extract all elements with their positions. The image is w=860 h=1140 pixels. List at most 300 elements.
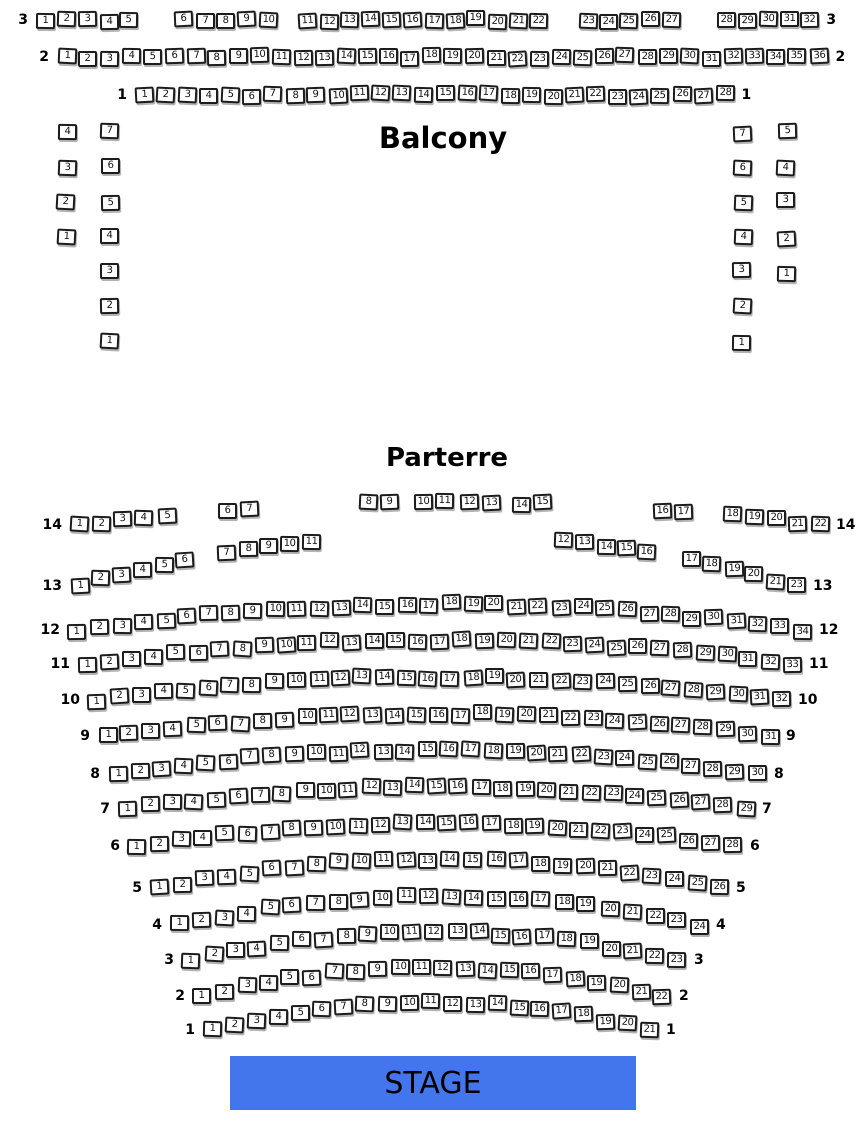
seat[interactable]: 7	[230, 715, 250, 732]
seat[interactable]: 28	[693, 719, 713, 736]
seat[interactable]: 21	[529, 672, 548, 688]
seat[interactable]: 24	[665, 871, 684, 887]
seat[interactable]: 17	[543, 967, 562, 983]
seat[interactable]: 9	[296, 782, 315, 798]
seat[interactable]: 21	[598, 860, 617, 876]
seat[interactable]: 28	[713, 797, 733, 814]
seat[interactable]: 6	[732, 159, 752, 176]
seat[interactable]: 17	[478, 85, 498, 102]
seat[interactable]: 6	[208, 715, 228, 732]
seat[interactable]: 23	[612, 822, 632, 839]
seat[interactable]: 9	[306, 87, 325, 104]
seat[interactable]: 22	[507, 50, 527, 67]
seat[interactable]: 2	[192, 912, 211, 929]
seat[interactable]: 23	[667, 952, 686, 968]
seat[interactable]: 24	[615, 750, 634, 766]
seat[interactable]: 9	[255, 636, 275, 653]
seat[interactable]: 12	[361, 778, 381, 795]
seat[interactable]: 2	[56, 193, 76, 210]
seat[interactable]: 22	[528, 598, 548, 615]
seat[interactable]: 11	[329, 746, 349, 763]
seat[interactable]: 10	[326, 818, 346, 835]
seat[interactable]: 4	[237, 905, 256, 921]
seat[interactable]: 17	[535, 928, 555, 945]
seat[interactable]: 18	[504, 817, 523, 833]
seat[interactable]: 7	[196, 13, 215, 29]
seat[interactable]: 8	[359, 494, 379, 511]
seat[interactable]: 5	[280, 969, 299, 985]
seat[interactable]: 30	[679, 48, 699, 65]
seat[interactable]: 15	[490, 928, 510, 945]
seat[interactable]: 8	[346, 964, 365, 981]
seat[interactable]: 18	[555, 894, 574, 910]
seat[interactable]: 28	[723, 837, 742, 853]
seat[interactable]: 21	[787, 516, 807, 533]
seat[interactable]: 15	[499, 962, 518, 979]
seat[interactable]: 11	[397, 887, 416, 903]
seat[interactable]: 1	[67, 623, 86, 639]
seat[interactable]: 19	[475, 633, 494, 650]
seat[interactable]: 3	[112, 567, 132, 584]
seat[interactable]: 2	[92, 516, 111, 533]
seat[interactable]: 14	[385, 708, 405, 725]
seat[interactable]: 25	[687, 874, 707, 891]
seat[interactable]: 1	[192, 988, 211, 1004]
seat[interactable]: 4	[57, 123, 76, 139]
seat[interactable]: 27	[660, 679, 680, 696]
seat[interactable]: 20	[536, 782, 556, 799]
seat[interactable]: 22	[585, 85, 604, 102]
seat[interactable]: 27	[639, 606, 658, 622]
seat[interactable]: 11	[412, 959, 431, 975]
seat[interactable]: 23	[604, 785, 624, 802]
seat[interactable]: 21	[569, 822, 588, 838]
seat[interactable]: 15	[381, 12, 401, 29]
seat[interactable]: 16	[439, 740, 459, 757]
seat[interactable]: 8	[262, 746, 282, 763]
seat[interactable]: 5	[119, 12, 138, 28]
seat[interactable]: 10	[400, 995, 419, 1011]
seat[interactable]: 23	[584, 710, 603, 726]
seat[interactable]: 23	[552, 599, 572, 616]
seat[interactable]: 2	[57, 10, 77, 27]
seat[interactable]: 9	[275, 711, 295, 728]
seat[interactable]: 5	[261, 898, 281, 915]
seat[interactable]: 7	[733, 125, 753, 142]
seat[interactable]: 19	[443, 48, 462, 64]
seat[interactable]: 28	[716, 85, 735, 101]
seat[interactable]: 22	[811, 516, 830, 532]
seat[interactable]: 15	[487, 891, 506, 907]
seat[interactable]: 13	[352, 668, 372, 685]
seat[interactable]: 27	[662, 11, 681, 28]
seat[interactable]: 25	[637, 753, 657, 770]
seat[interactable]: 24	[551, 48, 570, 64]
seat[interactable]: 14	[375, 668, 394, 685]
seat[interactable]: 18	[463, 670, 483, 687]
seat[interactable]: 2	[109, 687, 129, 704]
seat[interactable]: 14	[469, 923, 489, 940]
seat[interactable]: 14	[512, 496, 531, 512]
seat[interactable]: 10	[380, 924, 399, 940]
seat[interactable]: 21	[548, 745, 568, 762]
seat[interactable]: 7	[219, 676, 239, 693]
seat[interactable]: 14	[337, 48, 357, 65]
seat[interactable]: 17	[472, 779, 491, 795]
seat[interactable]: 17	[400, 51, 419, 67]
seat[interactable]: 3	[732, 262, 751, 278]
seat[interactable]: 20	[600, 901, 619, 918]
seat[interactable]: 7	[186, 48, 206, 65]
seat[interactable]: 18	[573, 1006, 593, 1023]
seat[interactable]: 20	[767, 510, 786, 526]
seat[interactable]: 21	[559, 784, 578, 800]
seat[interactable]: 2	[150, 836, 169, 852]
seat[interactable]: 20	[609, 977, 629, 994]
seat[interactable]: 25	[647, 790, 667, 807]
seat[interactable]: 16	[408, 633, 427, 650]
seat[interactable]: 26	[628, 638, 647, 654]
seat[interactable]: 14	[365, 633, 384, 649]
seat[interactable]: 25	[607, 639, 627, 656]
seat[interactable]: 1	[100, 333, 120, 350]
seat[interactable]: 8	[232, 640, 252, 657]
seat[interactable]: 26	[649, 716, 669, 733]
seat[interactable]: 1	[118, 801, 137, 817]
seat[interactable]: 3	[226, 942, 245, 958]
seat[interactable]: 13	[448, 923, 467, 939]
seat[interactable]: 34	[766, 49, 785, 65]
seat[interactable]: 12	[424, 924, 443, 940]
seat[interactable]: 15	[397, 670, 416, 687]
seat[interactable]: 6	[218, 754, 238, 771]
seat[interactable]: 32	[800, 11, 819, 27]
seat[interactable]: 8	[253, 713, 272, 729]
seat[interactable]: 20	[617, 1015, 637, 1032]
seat[interactable]: 10	[317, 783, 336, 799]
seat[interactable]: 13	[466, 996, 485, 1012]
seat[interactable]: 18	[702, 555, 722, 572]
seat[interactable]: 28	[672, 642, 692, 659]
seat[interactable]: 9	[378, 996, 397, 1013]
seat[interactable]: 5	[157, 507, 177, 524]
seat[interactable]: 5	[207, 791, 227, 808]
seat[interactable]: 31	[749, 688, 769, 705]
seat[interactable]: 13	[392, 85, 412, 102]
seat[interactable]: 3	[132, 687, 151, 703]
seat[interactable]: 26	[617, 601, 637, 618]
seat[interactable]: 13	[340, 12, 359, 29]
seat[interactable]: 26	[673, 86, 692, 102]
seat[interactable]: 5	[166, 644, 185, 660]
seat[interactable]: 5	[187, 717, 207, 734]
seat[interactable]: 26	[669, 792, 689, 809]
seat[interactable]: 7	[240, 748, 260, 765]
seat[interactable]: 1	[203, 1021, 222, 1038]
seat[interactable]: 19	[524, 818, 543, 835]
seat[interactable]: 4	[133, 562, 152, 578]
seat[interactable]: 24	[690, 919, 709, 935]
seat[interactable]: 1	[108, 766, 127, 782]
seat[interactable]: 17	[451, 707, 470, 724]
seat[interactable]: 15	[616, 540, 636, 557]
seat[interactable]: 31	[760, 729, 779, 745]
seat[interactable]: 7	[306, 894, 325, 910]
seat[interactable]: 4	[193, 830, 212, 846]
seat[interactable]: 24	[599, 14, 618, 30]
seat[interactable]: 19	[745, 508, 765, 525]
seat[interactable]: 26	[595, 48, 614, 64]
seat[interactable]: 26	[660, 753, 679, 770]
seat[interactable]: 8	[272, 785, 292, 802]
seat[interactable]: 9	[236, 11, 256, 28]
seat[interactable]: 21	[565, 87, 585, 104]
seat[interactable]: 8	[329, 894, 348, 910]
seat[interactable]: 1	[57, 48, 77, 65]
seat[interactable]: 18	[723, 506, 743, 523]
seat[interactable]: 22	[571, 745, 591, 762]
seat[interactable]: 32	[761, 654, 781, 671]
seat[interactable]: 21	[623, 943, 643, 960]
seat[interactable]: 10	[373, 890, 392, 906]
seat[interactable]: 8	[281, 820, 301, 837]
seat[interactable]: 9	[350, 892, 370, 909]
seat[interactable]: 3	[57, 159, 77, 176]
seat[interactable]: 16	[418, 670, 438, 687]
seat[interactable]: 1	[36, 13, 55, 29]
seat[interactable]: 22	[581, 785, 601, 802]
seat[interactable]: 21	[765, 573, 785, 590]
seat[interactable]: 2	[776, 230, 796, 247]
seat[interactable]: 1	[170, 915, 189, 931]
seat[interactable]: 10	[276, 636, 296, 653]
seat[interactable]: 14	[414, 87, 433, 103]
seat[interactable]: 35	[787, 48, 806, 64]
seat[interactable]: 8	[221, 605, 240, 622]
seat[interactable]: 25	[619, 13, 639, 30]
seat[interactable]: 23	[787, 577, 806, 593]
seat[interactable]: 7	[199, 604, 218, 620]
seat[interactable]: 10	[287, 672, 306, 688]
seat[interactable]: 27	[694, 87, 714, 104]
seat[interactable]: 6	[174, 10, 194, 27]
seat[interactable]: 8	[306, 856, 326, 873]
seat[interactable]: 4	[217, 869, 237, 886]
seat[interactable]: 6	[238, 826, 257, 843]
seat[interactable]: 9	[368, 961, 387, 977]
seat[interactable]: 24	[628, 88, 648, 105]
seat[interactable]: 3	[247, 1012, 267, 1029]
seat[interactable]: 6	[261, 860, 281, 877]
seat[interactable]: 10	[265, 601, 284, 617]
seat[interactable]: 12	[331, 670, 351, 687]
seat[interactable]: 19	[580, 933, 599, 949]
seat[interactable]: 5	[175, 682, 195, 699]
seat[interactable]: 31	[702, 51, 721, 67]
seat[interactable]: 28	[703, 761, 722, 777]
seat[interactable]: 20	[506, 671, 526, 688]
seat[interactable]: 15	[418, 741, 437, 757]
seat[interactable]: 3	[122, 651, 141, 667]
seat[interactable]: 1	[777, 266, 796, 282]
seat[interactable]: 24	[574, 598, 593, 614]
seat[interactable]: 6	[101, 158, 120, 174]
seat[interactable]: 23	[667, 912, 686, 928]
seat[interactable]: 20	[544, 89, 563, 105]
seat[interactable]: 3	[215, 909, 235, 926]
seat[interactable]: 12	[370, 85, 390, 102]
seat[interactable]: 4	[121, 48, 140, 64]
seat[interactable]: 36	[810, 47, 830, 64]
seat[interactable]: 5	[195, 754, 215, 771]
seat[interactable]: 29	[695, 645, 715, 662]
seat[interactable]: 11	[287, 601, 307, 618]
seat[interactable]: 10	[352, 852, 372, 869]
seat[interactable]: 10	[307, 744, 326, 760]
seat[interactable]: 12	[310, 600, 329, 617]
seat[interactable]: 24	[584, 637, 604, 654]
seat[interactable]: 8	[216, 13, 235, 29]
seat[interactable]: 14	[361, 11, 381, 28]
seat[interactable]: 3	[113, 618, 132, 634]
seat[interactable]: 31	[780, 11, 799, 27]
seat[interactable]: 15	[358, 48, 377, 64]
seat[interactable]: 9	[328, 853, 348, 870]
seat[interactable]: 12	[419, 888, 438, 904]
seat[interactable]: 21	[640, 1022, 660, 1039]
seat[interactable]: 13	[341, 634, 361, 651]
seat[interactable]: 9	[243, 603, 262, 619]
seat[interactable]: 17	[552, 1002, 572, 1019]
seat[interactable]: 10	[329, 88, 349, 105]
seat[interactable]: 20	[548, 820, 568, 837]
seat[interactable]: 21	[632, 984, 652, 1001]
seat[interactable]: 15	[463, 852, 482, 868]
seat[interactable]: 29	[682, 610, 701, 626]
seat[interactable]: 30	[728, 686, 748, 703]
seat[interactable]: 18	[531, 856, 550, 872]
seat[interactable]: 3	[177, 87, 197, 104]
seat[interactable]: 18	[446, 13, 466, 30]
seat[interactable]: 26	[640, 678, 659, 694]
seat[interactable]: 5	[101, 195, 120, 211]
seat[interactable]: 22	[645, 948, 664, 964]
seat[interactable]: 11	[298, 13, 318, 30]
seat[interactable]: 22	[541, 633, 561, 650]
seat[interactable]: 7	[210, 641, 230, 658]
seat[interactable]: 17	[440, 671, 459, 688]
seat[interactable]: 6	[199, 680, 219, 697]
seat[interactable]: 13	[481, 494, 501, 511]
seat[interactable]: 17	[461, 740, 481, 757]
seat[interactable]: 7	[263, 86, 283, 103]
seat[interactable]: 11	[297, 635, 316, 651]
seat[interactable]: 15	[436, 85, 455, 101]
seat[interactable]: 2	[78, 51, 97, 67]
seat[interactable]: 5	[240, 866, 260, 883]
seat[interactable]: 28	[661, 606, 680, 622]
seat[interactable]: 25	[617, 676, 636, 692]
seat[interactable]: 6	[175, 551, 195, 568]
seat[interactable]: 2	[90, 619, 109, 635]
seat[interactable]: 4	[247, 940, 267, 957]
seat[interactable]: 1	[56, 228, 76, 245]
seat[interactable]: 14	[440, 850, 460, 867]
seat[interactable]: 9	[380, 493, 400, 510]
seat[interactable]: 14	[416, 814, 435, 830]
seat[interactable]: 3	[141, 723, 160, 739]
seat[interactable]: 4	[199, 87, 218, 103]
seat[interactable]: 10	[250, 47, 269, 64]
seat[interactable]: 19	[576, 896, 595, 912]
seat[interactable]: 13	[418, 853, 437, 869]
seat[interactable]: 20	[744, 566, 763, 582]
seat[interactable]: 30	[759, 10, 779, 27]
seat[interactable]: 7	[251, 787, 270, 803]
seat[interactable]: 6	[189, 645, 208, 661]
seat[interactable]: 27	[650, 640, 670, 657]
seat[interactable]: 1	[732, 335, 751, 351]
seat[interactable]: 10	[280, 536, 299, 552]
seat[interactable]: 29	[716, 721, 735, 738]
seat[interactable]: 11	[302, 533, 321, 549]
seat[interactable]: 17	[419, 598, 438, 614]
seat[interactable]: 4	[776, 159, 796, 176]
seat[interactable]: 4	[163, 720, 183, 737]
seat[interactable]: 3	[113, 511, 132, 528]
seat[interactable]: 28	[717, 12, 736, 28]
seat[interactable]: 14	[464, 889, 483, 906]
seat[interactable]: 20	[488, 13, 508, 30]
seat[interactable]: 14	[404, 777, 424, 794]
seat[interactable]: 4	[154, 683, 173, 699]
seat[interactable]: 7	[240, 500, 260, 517]
seat[interactable]: 2	[732, 297, 752, 314]
seat[interactable]: 22	[591, 822, 611, 839]
seat[interactable]: 1	[99, 727, 118, 743]
seat[interactable]: 8	[337, 928, 356, 944]
seat[interactable]: 21	[539, 706, 558, 722]
seat[interactable]: 29	[738, 13, 757, 29]
seat[interactable]: 12	[433, 959, 452, 975]
seat[interactable]: 15	[509, 1000, 529, 1017]
seat[interactable]: 18	[492, 781, 511, 797]
seat[interactable]: 1	[70, 577, 90, 594]
seat[interactable]: 18	[452, 630, 472, 647]
seat[interactable]: 24	[596, 673, 615, 689]
seat[interactable]: 7	[334, 998, 354, 1015]
seat[interactable]: 16	[458, 85, 478, 102]
seat[interactable]: 5	[733, 194, 753, 211]
seat[interactable]: 33	[783, 657, 802, 673]
seat[interactable]: 27	[701, 835, 720, 851]
seat[interactable]: 17	[425, 13, 445, 30]
seat[interactable]: 14	[487, 995, 506, 1012]
seat[interactable]: 5	[155, 557, 174, 573]
seat[interactable]: 13	[456, 961, 476, 978]
seat[interactable]: 11	[319, 707, 339, 724]
seat[interactable]: 5	[290, 1005, 309, 1021]
seat[interactable]: 7	[325, 963, 345, 980]
seat[interactable]: 18	[566, 970, 586, 987]
seat[interactable]: 11	[373, 850, 392, 866]
seat[interactable]: 16	[512, 928, 532, 945]
seat[interactable]: 12	[554, 531, 574, 548]
seat[interactable]: 20	[576, 857, 596, 874]
seat[interactable]: 1	[70, 516, 90, 533]
seat[interactable]: 20	[517, 706, 536, 723]
seat[interactable]: 29	[659, 48, 678, 64]
